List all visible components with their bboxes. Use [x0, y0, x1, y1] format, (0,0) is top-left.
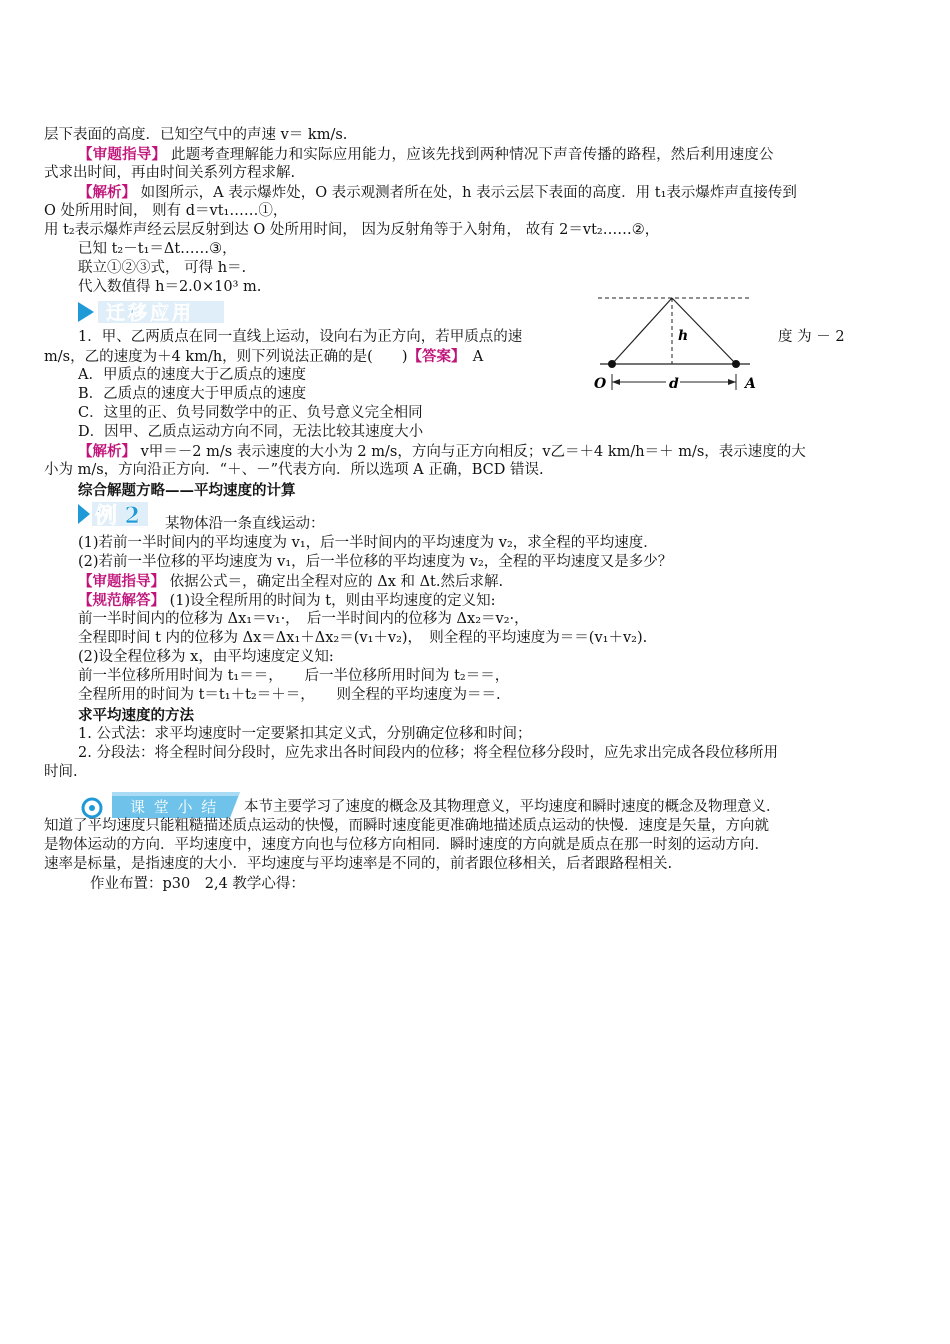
option-d: D．因甲、乙质点运动方向不同，无法比较其速度大小	[78, 424, 424, 440]
point-O	[608, 360, 616, 368]
label-A: A	[745, 376, 756, 392]
arrow-right-icon	[728, 379, 736, 385]
tag-analysis: 【解析】	[78, 443, 136, 460]
example-badge-label: 例 2	[95, 503, 140, 528]
apply-badge-label: 迁移应用	[106, 302, 195, 324]
question-1-tail: 度 为 － 2	[778, 329, 845, 345]
text-line: 联立①②③式， 可得 h＝.	[78, 260, 247, 276]
question-1-line: 1．甲、乙两质点在同一直线上运动，设向右为正方向，若甲质点的速	[78, 329, 523, 345]
example-question: 某物体沿一条直线运动：	[165, 516, 325, 532]
summary-line: 本节主要学习了速度的概念及其物理意义，平均速度和瞬时速度的概念及物理意义．	[244, 799, 781, 815]
text-line: 代入数值得 h＝2.0×10³ m.	[78, 279, 262, 295]
text-line: (2)设全程位移为 x，由平均速度定义知:	[78, 649, 334, 665]
triangle-icon	[78, 302, 94, 322]
text-line: 全程即时间 t 内的位移为 Δx＝Δx₁＋Δx₂＝(v₁＋v₂)， 则全程的平均速度为＝＝(v₁＋v₂).	[78, 630, 648, 646]
summary-line: 速率是标量，是指速度的大小．平均速度与平均速率是不同的，前者跟位移相关，后者跟路程相关.	[44, 856, 673, 872]
triangle-icon	[78, 504, 90, 524]
section-heading: 求平均速度的方法	[78, 707, 194, 724]
analysis-line	[78, 183, 898, 203]
reflect-path-left	[612, 298, 672, 364]
homework-line: 作业布置：p30 2,4 教学心得：	[90, 876, 305, 892]
option-c: C．这里的正、负号同数学中的正、负号意义完全相同	[78, 405, 423, 421]
text-span: v甲＝－2 m/s 表示速度的大小为 2 m/s，方向与正方向相反；v乙＝＋4 km/h＝＋ m/s，表示速度的大	[136, 444, 806, 460]
text-span: 如图所示，A 表示爆炸处，O 表示观测者所在处，h 表示云层下表面的高度．用 t₁表示爆炸声直接传到	[136, 185, 797, 201]
badge-highlight	[112, 792, 240, 796]
guide-line	[78, 145, 898, 165]
text-line: 前一半位移所用时间为 t₁＝＝， 后一半位移所用时间为 t₂＝＝，	[78, 668, 510, 684]
text-line: 用 t₂表示爆炸声经云层反射到达 O 处所用时间， 因为反射角等于入射角， 故有 2＝vt₂……②，	[44, 222, 660, 238]
text-line: 全程所用的时间为 t＝t₁＋t₂＝＋＝， 则全程的平均速度为＝＝.	[78, 687, 501, 703]
tag-guide: 【审题指导】	[78, 573, 165, 590]
point-A	[732, 360, 740, 368]
apply-badge-graphic	[78, 298, 228, 326]
option-b: B．乙质点的速度大于甲质点的速度	[78, 386, 307, 402]
section-heading: 综合解题方略——平均速度的计算	[78, 482, 296, 499]
solution-line	[78, 442, 898, 462]
text-line: 前一半时间内的位移为 Δx₁＝v₁·， 后一半时间内的位移为 Δx₂＝v₂·，	[78, 611, 529, 627]
text-line: 已知 t₂－t₁＝Δt……③，	[78, 241, 237, 257]
text-line: (1)若前一半时间内的平均速度为 v₁，后一半时间内的平均速度为 v₂，求全程的平均速度．	[78, 535, 658, 551]
text-line: 时间.	[44, 764, 78, 780]
question-1-line	[44, 347, 584, 367]
geometry-figure	[590, 292, 770, 406]
label-O: O	[594, 376, 607, 392]
answer-line	[78, 591, 898, 611]
text-line: 2. 分段法：将全程时间分段时，应先求出各时间段内的位移；将全程位移分段时，应先求出完成各段位移所用	[78, 745, 778, 761]
option-a: A．甲质点的速度大于乙质点的速度	[78, 367, 306, 383]
text-line: O 处所用时间， 则有 d＝vt₁……①，	[44, 203, 288, 219]
tag-analysis: 【解析】	[78, 184, 136, 201]
text-line: 式求出时间，再由时间关系列方程求解.	[44, 165, 296, 181]
text-line: 层下表面的高度．已知空气中的声速 v＝ km/s.	[44, 127, 348, 143]
answer-value: A	[458, 349, 484, 365]
apply-badge	[78, 298, 228, 330]
text-span: m/s，乙的速度为＋4 km/h，则下列说法正确的是( )	[44, 349, 408, 365]
text-line: (2)若前一半位移的平均速度为 v₁，后一半位移的平均速度为 v₂，全程的平均速度又是多少？	[78, 554, 673, 570]
label-h: h	[678, 328, 689, 344]
arrow-left-icon	[612, 379, 620, 385]
tag-standard-answer: 【规范解答】	[78, 592, 165, 609]
text-span: 此题考查理解能力和实际应用能力，应该先找到两种情况下声音传播的路程，然后利用速度公	[166, 147, 774, 163]
label-d: d	[669, 376, 679, 392]
example-badge	[78, 500, 152, 532]
guide-line	[78, 572, 898, 592]
tag-guide: 【审题指导】	[78, 146, 167, 163]
echo-diagram	[590, 292, 770, 402]
summary-line: 知道了平均速度只能粗糙描述质点运动的快慢，而瞬时速度能更准确地描述质点运动的快慢．速度是矢量，方向就	[44, 818, 769, 834]
summary-badge-label: 课 堂 小 结	[130, 798, 219, 816]
text-span: (1)设全程所用的时间为 t，则由平均速度的定义知:	[165, 593, 496, 609]
text-line: 1. 公式法：求平均速度时一定要紧扣其定义式，分别确定位移和时间；	[78, 726, 532, 742]
summary-line: 是物体运动的方向．平均速度中，速度方向也与位移方向相同．瞬时速度的方向就是质点在那一时刻的运动方向．	[44, 837, 769, 853]
text-span: 依据公式＝，确定出全程对应的 Δx 和 Δt.然后求解.	[165, 574, 504, 590]
text-line: 小为 m/s，方向沿正方向．“＋、－”代表方向．所以选项 A 正确，BCD 错误.	[44, 462, 544, 478]
example-badge-graphic	[78, 500, 152, 528]
spiral-icon-core	[89, 805, 95, 811]
tag-answer: 【答案】	[407, 348, 459, 365]
